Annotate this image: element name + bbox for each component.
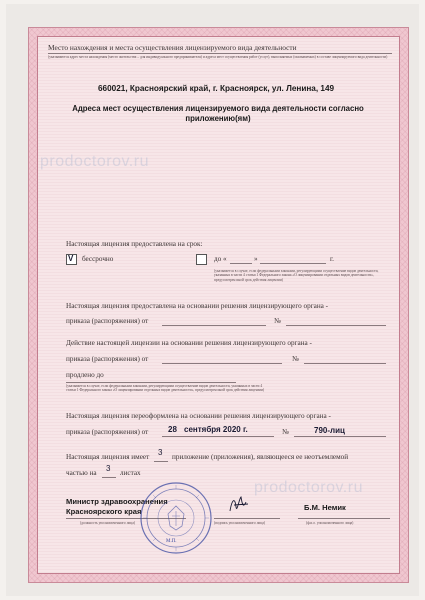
signatory-name: Б.М. Немик: [304, 503, 346, 512]
position-line1: Министр здравоохранения: [66, 497, 168, 506]
basis-number-line: [286, 325, 386, 326]
appendix-count: 3: [158, 448, 163, 457]
basis-line2: приказа (распоряжения) от: [66, 317, 149, 325]
position-line2: Красноярского края: [66, 507, 142, 516]
official-seal: [138, 480, 214, 556]
reissue-date-line: [162, 436, 274, 437]
addresses-heading: Адреса мест осуществления лицензируемого вида деятельности согласно приложению(ям): [72, 104, 364, 123]
name-caption: (ф.и.о. уполномоченного лица): [306, 521, 354, 525]
address: 660021, Красноярский край, г. Красноярск, ул. Ленина, 149: [98, 84, 335, 93]
appendix-sheets-line: [102, 477, 116, 478]
name-line: [298, 518, 390, 519]
unlimited-label: бессрочно: [82, 255, 114, 263]
until-mid: »: [254, 255, 258, 263]
basis-date-line: [162, 325, 266, 326]
watermark: prodoctorov.ru: [40, 153, 149, 170]
appendix-sheets-word: листах: [120, 469, 141, 477]
extension-note: (указывается в случае, если федеральными законами, регулирующими осуществление видов деятельности, указанных в части 4 статьи 1 Федерального закона «О лицензировании отдельных видов деятельности», предусмотрен иной срок действия лицензии): [66, 384, 265, 393]
reissue-month-year: сентября 2020 г.: [184, 425, 248, 434]
until-checkbox: [196, 254, 207, 265]
reissue-number: 790-лиц: [314, 426, 345, 435]
extension-line2: приказа (распоряжения) от: [66, 355, 149, 363]
appendix-word: приложение (приложения), являющееся ее неотъемлемой: [172, 453, 349, 461]
watermark-2: prodoctorov.ru: [254, 479, 363, 496]
header-note: (указываются адрес места нахождения (место жительства – для индивидуального предпринимателя) и адреса мест осуществления работ (услуг), выполняемых (оказываемых) в составе лицензируемого вида деятельности): [48, 55, 388, 59]
extension-to-line: [66, 382, 236, 383]
license-frame: [28, 27, 409, 583]
until-year: г.: [330, 255, 334, 263]
appendix-count-line: [154, 461, 168, 462]
reissue-number-sign: №: [282, 428, 289, 436]
sign-line: [214, 518, 280, 519]
reissue-day: 28: [168, 425, 177, 434]
until-note: (указывается в случае, если федеральными законами, регулирующими осуществление видов деятельности, указанных в части 4 статьи 1 Федерального закона «О лицензировании отдельных видов деятельности», предусмотрен иной срок действия лицензии): [214, 269, 379, 282]
extension-date-line: [162, 363, 282, 364]
position-caption: (должность уполномоченного лица): [80, 521, 136, 525]
sign-caption: (подпись уполномоченного лица): [214, 521, 266, 525]
until-month-line: [260, 263, 326, 264]
until-label: до «: [214, 255, 227, 263]
appendix-sheets: 3: [106, 464, 111, 473]
reissue-line2: приказа (распоряжения) от: [66, 428, 149, 436]
unlimited-checkbox: [66, 254, 77, 265]
document-sheet: [6, 4, 419, 596]
extension-to: продлено до: [66, 371, 104, 379]
extension-line1: Действие настоящей лицензии на основании решения лицензирующего органа -: [66, 339, 312, 347]
extension-number-sign: №: [292, 355, 299, 363]
stamp-label: М.П.: [166, 539, 177, 544]
header-title: Место нахождения и места осуществления лицензируемого вида деятельности: [48, 43, 297, 52]
reissue-line1: Настоящая лицензия переоформлена на основании решения лицензирующего органа -: [66, 412, 331, 420]
term-label: Настоящая лицензия предоставлена на срок:: [66, 240, 203, 248]
appendix-part-label: частью на: [66, 469, 97, 477]
until-day-line: [230, 263, 252, 264]
basis-line1: Настоящая лицензия предоставлена на основании решения лицензирующего органа -: [66, 302, 329, 310]
signature-scribble: [226, 493, 254, 517]
basis-number-sign: №: [274, 317, 281, 325]
reissue-number-line: [294, 436, 386, 437]
extension-number-line: [304, 363, 386, 364]
appendix-prefix: Настоящая лицензия имеет: [66, 453, 150, 461]
license-field: [37, 36, 400, 574]
check-mark: V: [68, 254, 74, 263]
divider: [48, 53, 392, 54]
